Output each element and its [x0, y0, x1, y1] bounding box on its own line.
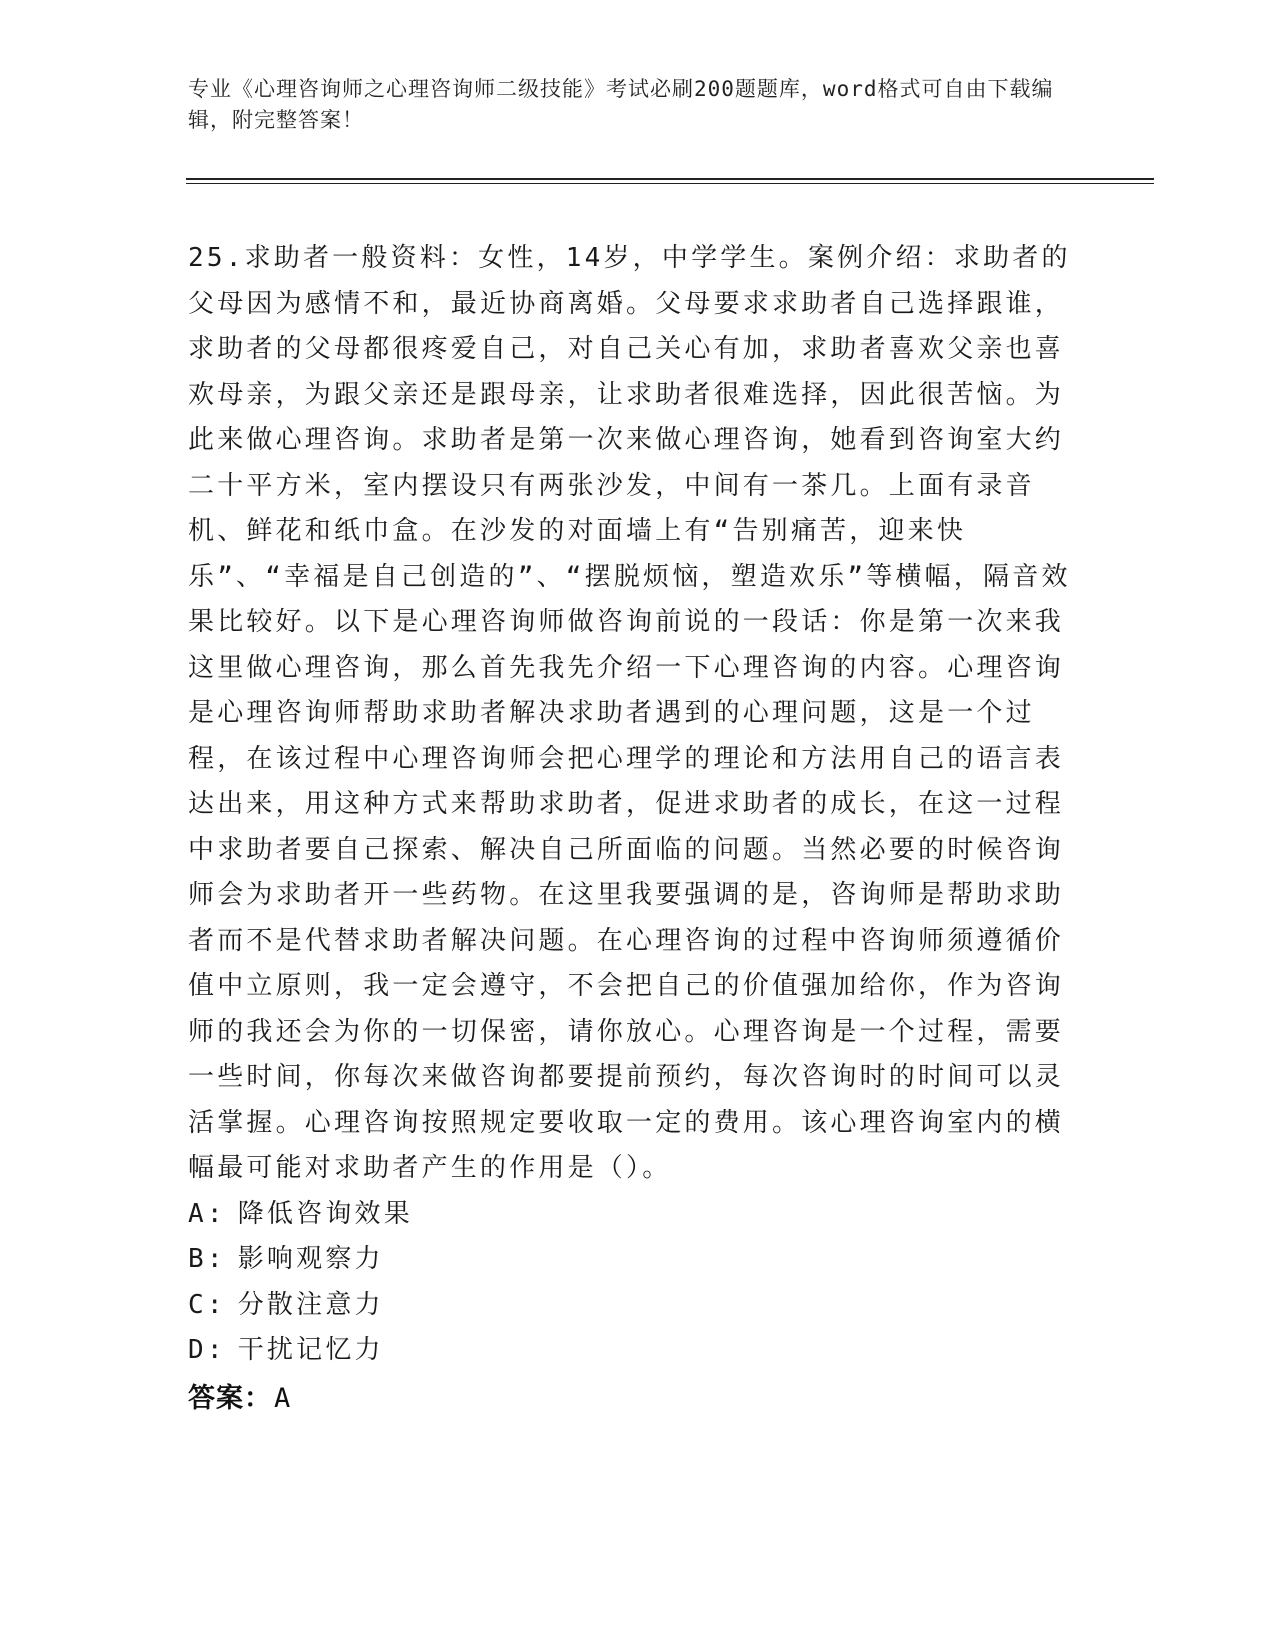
header-divider-thin [186, 183, 1154, 184]
option-c-text: 分散注意力 [237, 1289, 384, 1320]
option-d-key: D: [188, 1335, 226, 1365]
option-d-text: 干扰记忆力 [237, 1335, 384, 1365]
option-a-text: 降低咨询效果 [237, 1198, 413, 1229]
answer-label: 答案： [188, 1382, 272, 1414]
question-number: 25. [188, 243, 245, 273]
option-d [188, 1328, 1078, 1374]
question-text: 求助者一般资料：女性，14岁，中学学生。案例介绍：求助者的父母因为感情不和，最近协商离婚。父母要求求助者自己选择跟谁，求助者的父母都很疼爱自己，对自己关心有加，求助者喜欢父亲也喜欢母亲，为跟父亲还是跟母亲，让求助者很难选择，因此很苦恼。为此来做心理咨询。求助者是第一次来做心理咨询，她看到咨询室大约二十平方米，室内摆设只有两张沙发，中间有一茶几。上面有录音机、鲜花和纸巾盒。在沙发的对面墙上有“告别痛苦，迎来快乐”、“幸福是自己创造的”、“摆脱烦恼，塑造欢乐”等横幅，隔音效果比较好。以下是心理咨询师做咨询前说的一段话：你是第一次来我这里做心理咨询，那么首先我先介绍一下心理咨询的内容。心理咨询是心理咨询师帮助求助者解决求助者遇到的心理问题，这是一个过程，在该过程中心理咨询师会把心理学的理论和方法用自己的语言表达出来，用这种方式来帮助求助者，促进求助者的成长，在这一过程中求助者要自己探索、解决自己所面临的问题。当然必要的时候咨询师会为求助者开一些药物。在这里我要强调的是，咨询师是帮助求助者而不是代替求助者解决问题。在心理咨询的过程中咨询师须遵循价值中立原则，我一定会遵守，不会把自己的价值强加给你，作为咨询师的我还会为你的一切保密，请你放心。心理咨询是一个过程，需要一些时间，你每次来做咨询都要提前预约，每次咨询时的时间可以灵活掌握。心理咨询按照规定要收取一定的费用。该心理咨询室内的横幅最可能对求助者产生的作用是（）。 [188, 243, 1071, 1183]
option-a-key: A: [188, 1198, 226, 1229]
option-b-key: B: [188, 1244, 226, 1274]
option-a [188, 1192, 1078, 1238]
answer-value: A [274, 1382, 292, 1414]
document-header: 专业《心理咨询师之心理咨询师二级技能》考试必刷200题题库，word格式可自由下载编辑，附完整答案！ [188, 77, 1054, 132]
answer-line [188, 1376, 1078, 1421]
option-b-text: 影响观察力 [237, 1244, 384, 1274]
option-c [188, 1283, 1078, 1329]
header-divider-thick [186, 178, 1154, 180]
option-b [188, 1237, 1078, 1283]
option-c-key: C: [188, 1289, 226, 1320]
option-list [188, 1192, 1078, 1374]
question-stem [188, 236, 1078, 1192]
question-block [188, 236, 1078, 1421]
